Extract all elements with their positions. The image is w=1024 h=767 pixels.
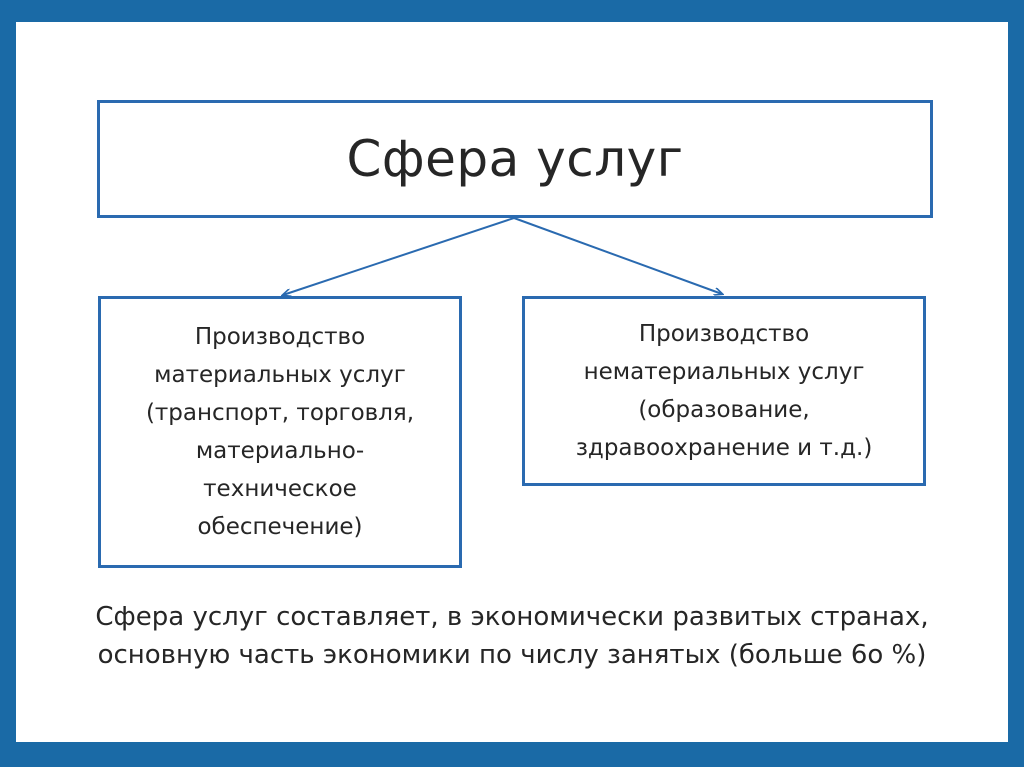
connector-left-arrow — [283, 218, 514, 295]
child-node-material-services — [98, 296, 462, 568]
child-node-material-label: Производство материальных услуг (транспорт, торговля, материально- техническое обеспечение) — [145, 324, 415, 540]
root-node-label: Сфера услуг — [346, 130, 684, 188]
child-node-nonmaterial-label: Производство нематериальных услуг (образование, здравоохранение и т.д.) — [575, 321, 873, 461]
child-node-nonmaterial-services — [522, 296, 926, 486]
connector-right-arrow — [514, 218, 722, 294]
footnote-text: Сфера услуг составляет, в экономически развитых странах, основную часть экономики по числу занятых (больше 6о %) — [95, 602, 929, 670]
